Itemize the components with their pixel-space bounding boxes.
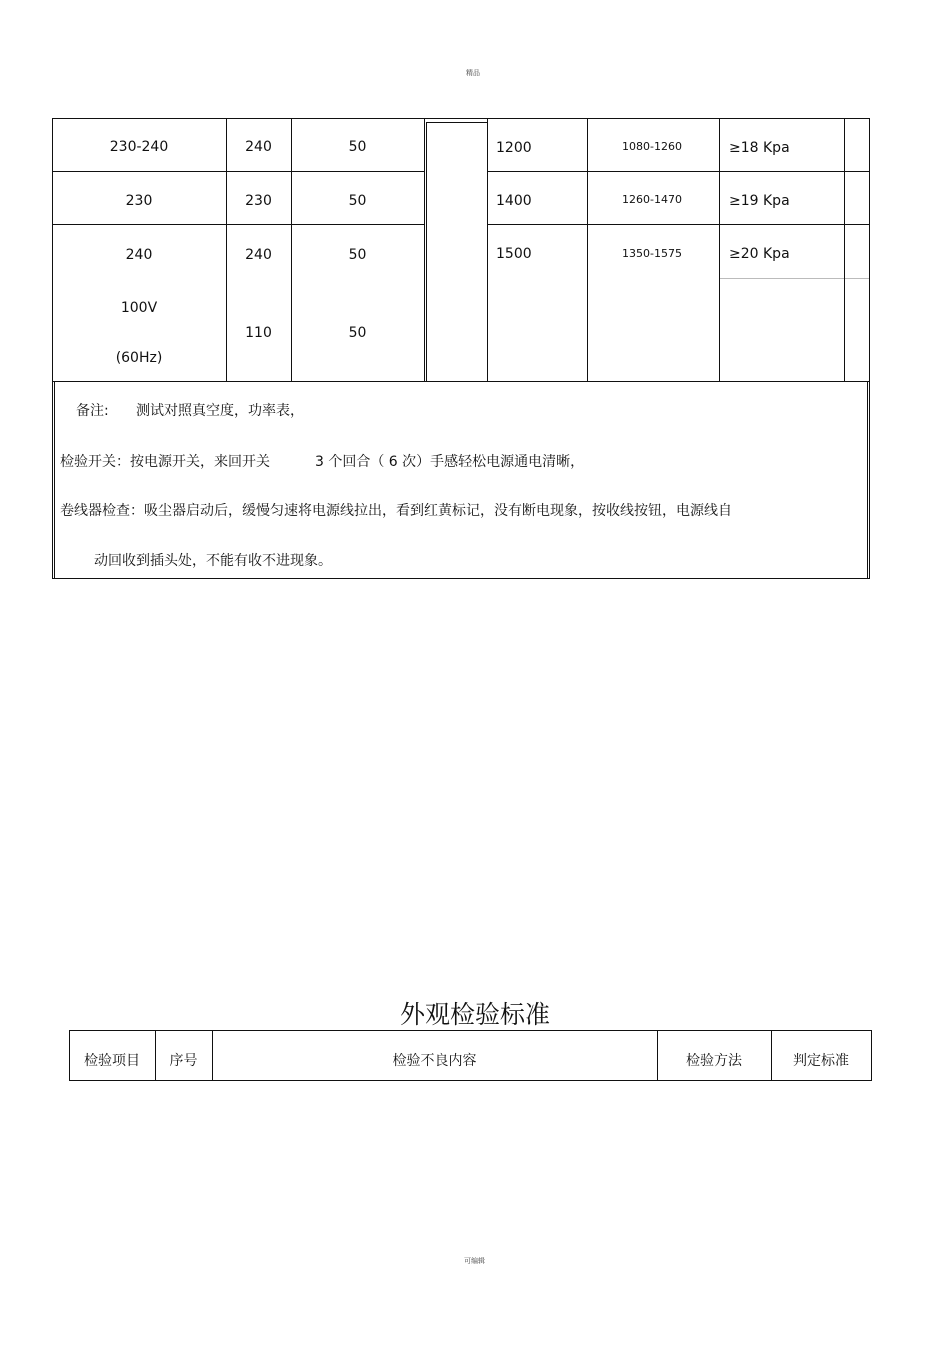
switch-check-text: 检验开关：按电源开关，来回开关 — [60, 454, 270, 470]
page-header: 精品 — [466, 69, 480, 77]
cell-voltage-range: 230-240 — [109, 139, 169, 155]
reel-check-text-cont: 动回收到插头处，不能有收不进现象。 — [94, 553, 332, 569]
cell-power-range: 1080-1260 — [622, 140, 682, 153]
cell-voltage-range: 230 — [125, 193, 153, 209]
cell-rated-voltage: 240 — [245, 139, 272, 155]
reel-check-text: 卷线器检查：吸尘器启动后，缓慢匀速将电源线拉出，看到红黄标记，没有断电现象，按收线按钮，电源线自 — [60, 503, 732, 519]
cell-vacuum: ≥19 Kpa — [729, 193, 790, 209]
cell-rated-voltage: 110 — [245, 325, 272, 341]
page-footer: 可编辑 — [464, 1257, 485, 1265]
cell-rated-voltage: 240 — [245, 247, 272, 263]
note-text: 测试对照真空度，功率表， — [136, 403, 304, 419]
cell-power-range: 1260-1470 — [622, 193, 682, 206]
switch-check-detail: 3 个回合（ 6 次）手感轻松电源通电清晰， — [315, 454, 585, 470]
cell-voltage-line1: 100V — [120, 300, 158, 316]
header-inspection-item: 检验项目 — [84, 1053, 140, 1069]
cell-power: 1500 — [496, 246, 532, 262]
cell-voltage-line2: (60Hz) — [115, 350, 163, 366]
cell-power: 1200 — [496, 140, 532, 156]
cell-frequency: 50 — [348, 193, 367, 209]
header-serial-number: 序号 — [169, 1053, 198, 1069]
appearance-title: 外观检验标准 — [399, 1000, 550, 1029]
cell-frequency: 50 — [348, 139, 367, 155]
cell-power-range: 1350-1575 — [622, 247, 682, 260]
note-label: 备注: — [76, 403, 109, 419]
header-judgment-standard: 判定标准 — [793, 1053, 849, 1069]
header-defect-content: 检验不良内容 — [392, 1053, 477, 1069]
cell-vacuum: ≥20 Kpa — [729, 246, 790, 262]
cell-voltage-range: 240 — [125, 247, 153, 263]
header-inspection-method: 检验方法 — [686, 1053, 742, 1069]
cell-frequency: 50 — [348, 325, 367, 341]
cell-power: 1400 — [496, 193, 532, 209]
cell-frequency: 50 — [348, 247, 367, 263]
cell-rated-voltage: 230 — [245, 193, 272, 209]
cell-vacuum: ≥18 Kpa — [729, 140, 790, 156]
